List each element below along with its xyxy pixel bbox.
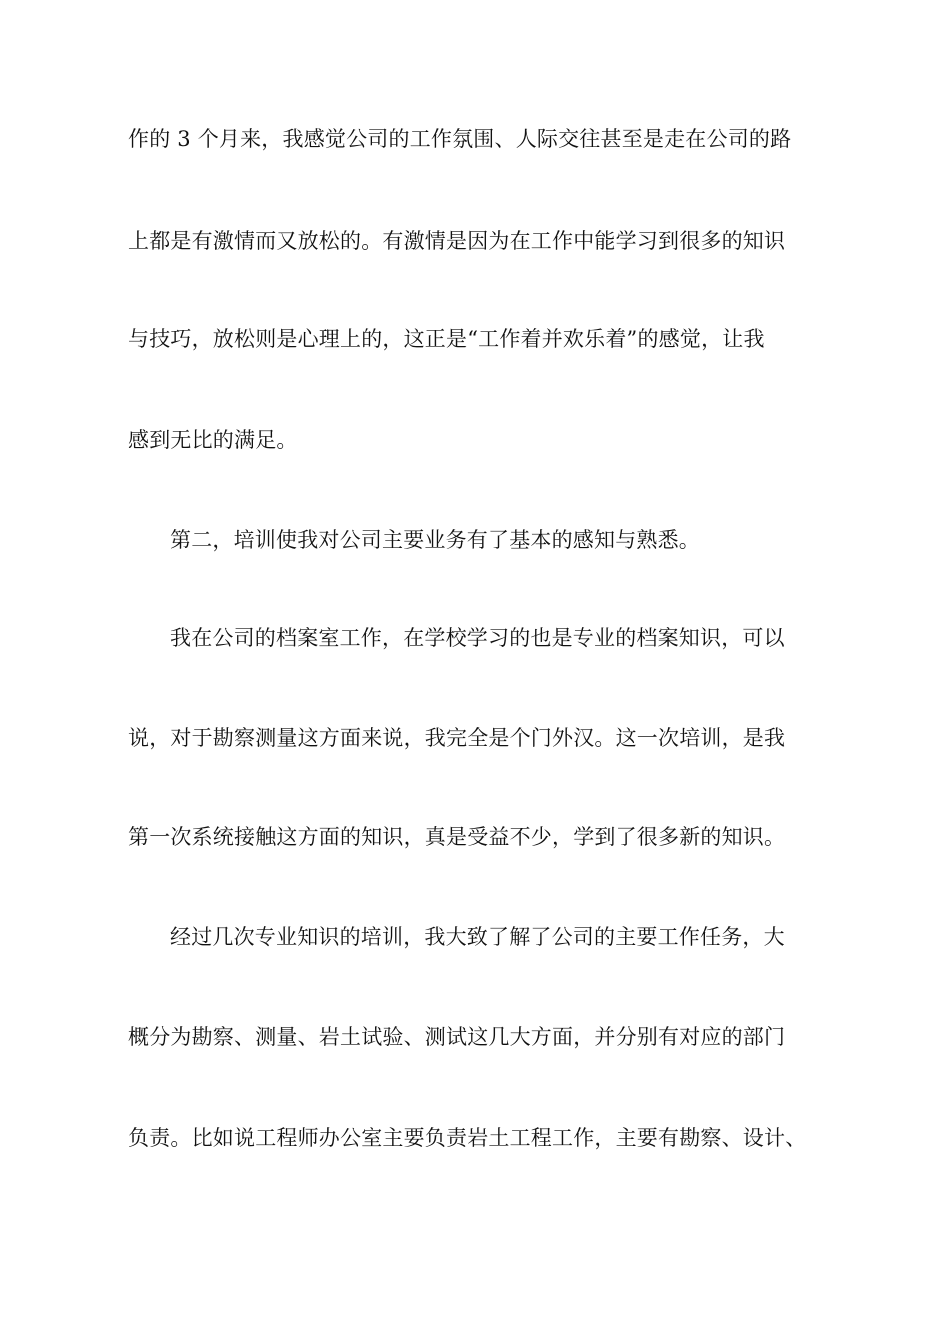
paragraph-start-line: 经过几次专业知识的培训，我大致了解了公司的主要工作任务，大 <box>170 925 785 949</box>
text-line: 感到无比的满足。 <box>128 428 298 452</box>
text-line: 与技巧，放松则是心理上的，这正是“工作着并欢乐着”的感觉，让我 <box>128 327 765 351</box>
paragraph-start-line: 我在公司的档案室工作，在学校学习的也是专业的档案知识，可以 <box>170 626 785 650</box>
text-line: 作的 3 个月来，我感觉公司的工作氛围、人际交往甚至是走在公司的路 <box>128 127 792 151</box>
text-line: 概分为勘察、测量、岩土试验、测试这几大方面，并分别有对应的部门 <box>128 1025 786 1049</box>
paragraph-start-line: 第二，培训使我对公司主要业务有了基本的感知与熟悉。 <box>170 528 700 552</box>
text-line: 负责。比如说工程师办公室主要负责岩土工程工作，主要有勘察、设计、 <box>128 1126 807 1150</box>
text-line: 第一次系统接触这方面的知识，真是受益不少，学到了很多新的知识。 <box>128 825 786 849</box>
text-line: 说，对于勘察测量这方面来说，我完全是个门外汉。这一次培训，是我 <box>128 726 786 750</box>
text-line: 上都是有激情而又放松的。有激情是因为在工作中能学习到很多的知识 <box>128 229 786 253</box>
